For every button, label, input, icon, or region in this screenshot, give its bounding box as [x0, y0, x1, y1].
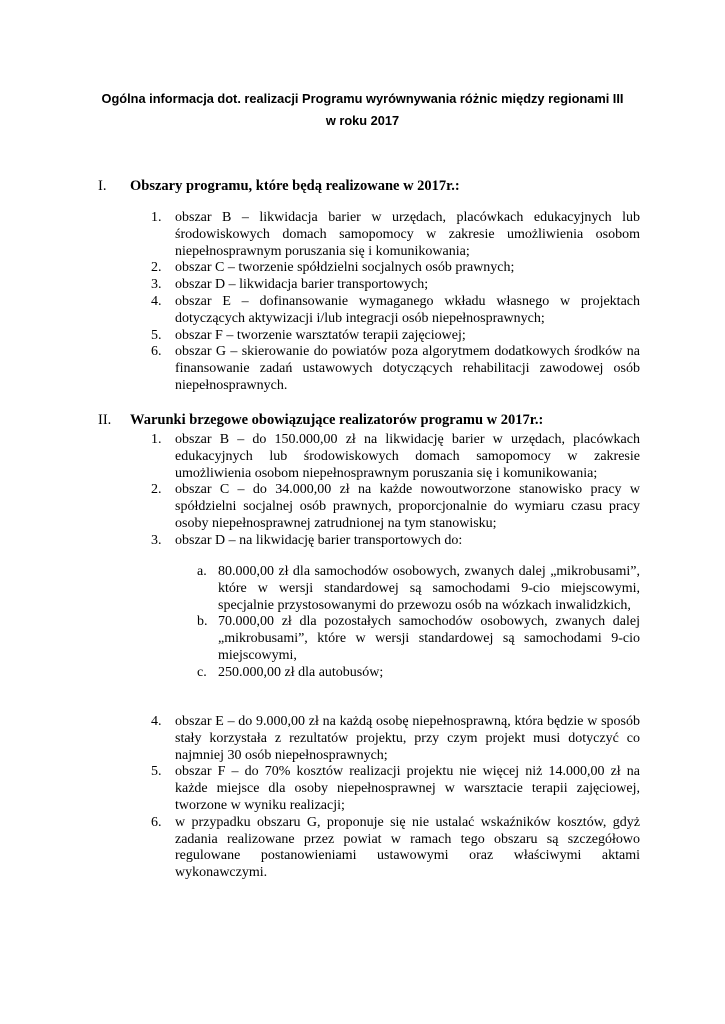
- list-item-number: b.: [197, 614, 208, 630]
- list-item-text: obszar C – do 34.000,00 zł na każde nowoutworzone stanowisko pracy w spółdzielni socjalnej osób prawnych, proporcjonalnie do wymiaru czasu pracy osoby niepełnosprawnej zatrudnionej na tym stanowisku;: [175, 482, 640, 531]
- list-item-text: obszar C – tworzenie spółdzielni socjalnych osób prawnych;: [175, 260, 515, 276]
- list-item-text: obszar G – skierowanie do powiatów poza algorytmem dodatkowych środków na finansowanie zadań ustawowych dotyczących rehabilitacji zawodowej osób niepełnosprawnych.: [175, 344, 640, 393]
- section-2-title: Warunki brzegowe obowiązujące realizatorów programu w 2017r.:: [130, 412, 544, 428]
- section-1-list: [151, 210, 640, 395]
- list-item-text: obszar E – dofinansowanie wymaganego wkładu własnego w projektach dotyczących aktywizacji i/lub integracji osób niepełnosprawnych;: [175, 293, 640, 326]
- section-2-numeral: II.: [98, 412, 112, 428]
- list-item: [151, 764, 640, 814]
- list-item-number: 1.: [151, 432, 162, 447]
- list-item-text: 80.000,00 zł dla samochodów osobowych, zwanych dalej „mikrobusami”, które w wersji standardowej są samochodami 9-cio miejscowymi, specjalnie przystosowanymi do przewozu osób na wózkach inwalidzkich,: [218, 564, 640, 613]
- list-item-number: 1.: [151, 210, 162, 225]
- list-item-number: 6.: [151, 814, 162, 830]
- list-item-text: obszar B – likwidacja barier w urzędach, placówkach edukacyjnych lub środowiskowych domach samopomocy w zakresie umożliwienia osobom niepełnosprawnym poruszania się i komunikowania;: [175, 210, 640, 259]
- list-item: [151, 532, 640, 550]
- list-item-number: 3.: [151, 277, 162, 293]
- list-item: [151, 714, 640, 764]
- list-item: [151, 432, 640, 482]
- page-title: [60, 88, 665, 132]
- list-item: [151, 814, 640, 882]
- list-item-number: 3.: [151, 532, 162, 548]
- list-item-number: c.: [197, 664, 207, 680]
- list-item: [151, 344, 640, 394]
- title-line-1: Ogólna informacja dot. realizacji Programu wyrównywania różnic między regionami III: [101, 91, 624, 106]
- list-item-text: obszar B – do 150.000,00 zł na likwidację barier w urzędach, placówkach edukacyjnych lub środowiskowych domach samopomocy w zakresie umożliwienia osobom niepełnosprawnym poruszania się i komunikowania;: [175, 432, 640, 481]
- list-item-number: 2.: [151, 482, 162, 498]
- list-item-number: 5.: [151, 327, 162, 343]
- list-item-number: 4.: [151, 293, 162, 309]
- list-item: [151, 482, 640, 532]
- list-item-number: 5.: [151, 764, 162, 780]
- list-item: [151, 260, 640, 277]
- sub-list-item: [197, 564, 640, 614]
- list-item-text: w przypadku obszaru G, proponuje się nie ustalać wskaźników kosztów, gdyż zadania realizowane przez powiat w ramach tego obszaru są szczegółowo regulowane postanowieniami ustawowymi oraz właściwymi aktami wykonawczymi.: [175, 814, 640, 881]
- section-1-title: Obszary programu, które będą realizowane w 2017r.:: [130, 178, 460, 194]
- section-1-numeral: I.: [98, 178, 107, 194]
- list-item-text: 70.000,00 zł dla pozostałych samochodów osobowych, zwanych dalej „mikrobusami”, które w wersji standardowej są samochodami 9-cio miejscowymi,: [218, 614, 640, 663]
- title-line-2: w roku 2017: [325, 113, 400, 128]
- list-item-text: obszar D – na likwidację barier transportowych do:: [175, 532, 463, 548]
- list-item-number: 2.: [151, 260, 162, 276]
- section-2-sublist: [197, 564, 640, 682]
- list-item-text: obszar F – do 70% kosztów realizacji projektu nie więcej niż 14.000,00 zł na każde miejsce dla osoby niepełnosprawnej w warsztacie terapii zajęciowej, tworzone w wyniku realizacji;: [175, 764, 640, 813]
- list-item-text: obszar D – likwidacja barier transportowych;: [175, 277, 429, 293]
- section-2-list-b: [151, 714, 640, 882]
- list-item-number: 4.: [151, 714, 162, 729]
- sub-list-item: [197, 614, 640, 664]
- sub-list-item: [197, 664, 640, 682]
- list-item: [151, 277, 640, 294]
- section-2-list-a: [151, 432, 640, 550]
- list-item: [151, 327, 640, 345]
- list-item-text: 250.000,00 zł dla autobusów;: [218, 664, 384, 680]
- list-item-text: obszar E – do 9.000,00 zł na każdą osobę niepełnosprawną, która będzie w sposób stały korzystała z rezultatów projektu, przy czym projekt musi dotyczyć co najmniej 30 osób niepełnosprawnych;: [175, 714, 640, 763]
- list-item: [151, 293, 640, 328]
- list-item-number: 6.: [151, 344, 162, 360]
- list-item-text: obszar F – tworzenie warsztatów terapii zajęciowej;: [175, 327, 466, 343]
- list-item-number: a.: [197, 564, 207, 579]
- list-item: [151, 210, 640, 260]
